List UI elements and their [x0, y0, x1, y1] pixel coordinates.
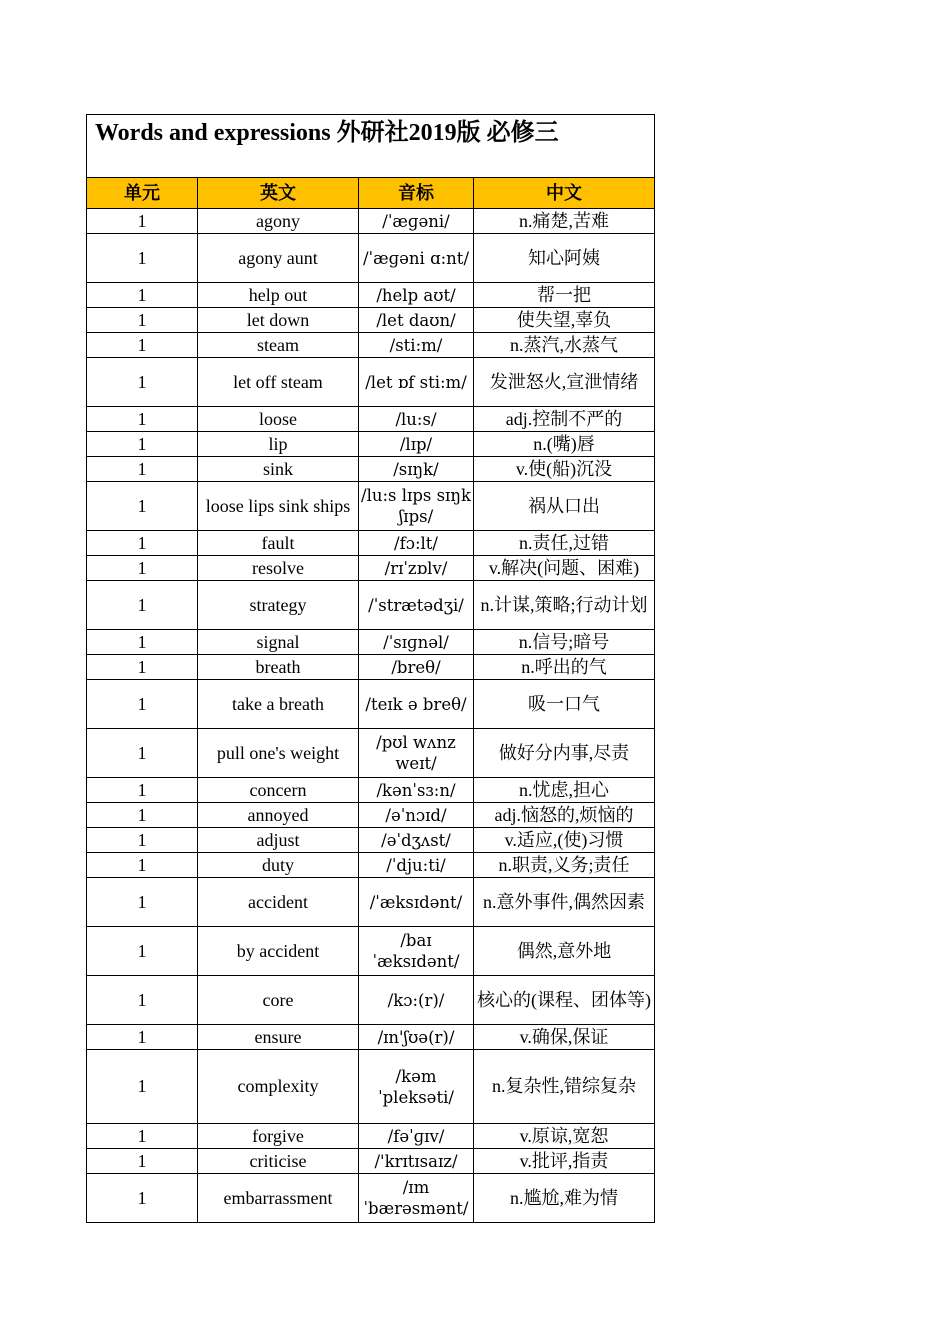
cell-unit: 1	[87, 432, 198, 457]
table-row	[87, 283, 655, 308]
cell-unit: 1	[87, 358, 198, 407]
cell-unit: 1	[87, 1149, 198, 1174]
cell-chinese: n.计谋,策略;行动计划	[474, 581, 655, 630]
table-row	[87, 581, 655, 630]
cell-chinese: 吸一口气	[474, 680, 655, 729]
cell-english: adjust	[198, 828, 359, 853]
table-row	[87, 976, 655, 1025]
table-row	[87, 655, 655, 680]
table-row	[87, 358, 655, 407]
cell-unit: 1	[87, 828, 198, 853]
table-row	[87, 234, 655, 283]
table-row	[87, 308, 655, 333]
cell-unit: 1	[87, 482, 198, 531]
header-row	[87, 178, 655, 209]
cell-unit: 1	[87, 333, 198, 358]
cell-chinese: 帮一把	[474, 283, 655, 308]
table-row	[87, 432, 655, 457]
cell-chinese: n.尴尬,难为情	[474, 1174, 655, 1223]
cell-chinese: n.职责,义务;责任	[474, 853, 655, 878]
cell-english: lip	[198, 432, 359, 457]
cell-chinese: v.使(船)沉没	[474, 457, 655, 482]
cell-phonetic: /kənˈsɜ:n/	[359, 778, 474, 803]
table-row	[87, 209, 655, 234]
vocabulary-table	[86, 114, 655, 1223]
table-body	[87, 209, 655, 1223]
cell-chinese: n.蒸汽,水蒸气	[474, 333, 655, 358]
cell-unit: 1	[87, 803, 198, 828]
cell-unit: 1	[87, 407, 198, 432]
sheet-title: Words and expressions 外研社2019版 必修三	[87, 115, 655, 178]
cell-english: concern	[198, 778, 359, 803]
cell-chinese: 核心的(课程、团体等)	[474, 976, 655, 1025]
cell-english: loose	[198, 407, 359, 432]
cell-phonetic: /ɪn'ʃʊə(r)/	[359, 1025, 474, 1050]
cell-chinese: n.呼出的气	[474, 655, 655, 680]
cell-chinese: n.复杂性,错综复杂	[474, 1050, 655, 1124]
table-row	[87, 878, 655, 927]
cell-unit: 1	[87, 457, 198, 482]
cell-phonetic: /kəmˈpleksəti/	[359, 1050, 474, 1124]
cell-english: loose lips sink ships	[198, 482, 359, 531]
cell-english: resolve	[198, 556, 359, 581]
cell-phonetic: /ˈæɡəni/	[359, 209, 474, 234]
table-row	[87, 457, 655, 482]
cell-unit: 1	[87, 581, 198, 630]
cell-english: let down	[198, 308, 359, 333]
cell-phonetic: /ˈæksɪdənt/	[359, 878, 474, 927]
cell-english: breath	[198, 655, 359, 680]
table-row	[87, 1050, 655, 1124]
cell-phonetic: /əˈdʒʌst/	[359, 828, 474, 853]
cell-phonetic: /əˈnɔɪd/	[359, 803, 474, 828]
table-row	[87, 803, 655, 828]
cell-english: take a breath	[198, 680, 359, 729]
table-row	[87, 531, 655, 556]
cell-unit: 1	[87, 1124, 198, 1149]
cell-chinese: n.责任,过错	[474, 531, 655, 556]
table-row	[87, 778, 655, 803]
cell-english: embarrassment	[198, 1174, 359, 1223]
cell-english: sink	[198, 457, 359, 482]
cell-chinese: 偶然,意外地	[474, 927, 655, 976]
table-row	[87, 828, 655, 853]
cell-phonetic: /sɪŋk/	[359, 457, 474, 482]
table-row	[87, 927, 655, 976]
table-row	[87, 1025, 655, 1050]
cell-chinese: 发泄怒火,宣泄情绪	[474, 358, 655, 407]
cell-english: fault	[198, 531, 359, 556]
cell-phonetic: /sti:m/	[359, 333, 474, 358]
cell-unit: 1	[87, 1174, 198, 1223]
cell-unit: 1	[87, 729, 198, 778]
header-english: 英文	[198, 178, 359, 209]
cell-unit: 1	[87, 308, 198, 333]
cell-phonetic: /'krɪtɪsaɪz/	[359, 1149, 474, 1174]
cell-english: ensure	[198, 1025, 359, 1050]
cell-phonetic: /kɔ:(r)/	[359, 976, 474, 1025]
cell-phonetic: /ˈæɡəni ɑ:nt/	[359, 234, 474, 283]
cell-chinese: v.批评,指责	[474, 1149, 655, 1174]
cell-unit: 1	[87, 1025, 198, 1050]
cell-unit: 1	[87, 556, 198, 581]
header-phonetic: 音标	[359, 178, 474, 209]
cell-phonetic: /lɪp/	[359, 432, 474, 457]
cell-chinese: v.原谅,宽恕	[474, 1124, 655, 1149]
cell-chinese: v.解决(问题、困难)	[474, 556, 655, 581]
cell-english: steam	[198, 333, 359, 358]
cell-english: forgive	[198, 1124, 359, 1149]
cell-chinese: n.意外事件,偶然因素	[474, 878, 655, 927]
cell-chinese: v.适应,(使)习惯	[474, 828, 655, 853]
cell-english: complexity	[198, 1050, 359, 1124]
cell-phonetic: /fəˈɡɪv/	[359, 1124, 474, 1149]
cell-english: help out	[198, 283, 359, 308]
cell-chinese: n.信号;暗号	[474, 630, 655, 655]
cell-chinese: adj.控制不严的	[474, 407, 655, 432]
cell-english: let off steam	[198, 358, 359, 407]
cell-unit: 1	[87, 927, 198, 976]
cell-unit: 1	[87, 853, 198, 878]
cell-unit: 1	[87, 680, 198, 729]
cell-chinese: n.(嘴)唇	[474, 432, 655, 457]
cell-chinese: v.确保,保证	[474, 1025, 655, 1050]
cell-unit: 1	[87, 531, 198, 556]
header-unit: 单元	[87, 178, 198, 209]
cell-phonetic: /let daʊn/	[359, 308, 474, 333]
cell-phonetic: /help aʊt/	[359, 283, 474, 308]
cell-phonetic: /let ɒf sti:m/	[359, 358, 474, 407]
cell-english: agony	[198, 209, 359, 234]
cell-chinese: 做好分内事,尽责	[474, 729, 655, 778]
cell-english: duty	[198, 853, 359, 878]
table-row	[87, 482, 655, 531]
cell-chinese: n.忧虑,担心	[474, 778, 655, 803]
cell-english: core	[198, 976, 359, 1025]
cell-chinese: n.痛楚,苦难	[474, 209, 655, 234]
cell-unit: 1	[87, 655, 198, 680]
cell-phonetic: /ˈstrætədʒi/	[359, 581, 474, 630]
table-row	[87, 1174, 655, 1223]
table-row	[87, 1124, 655, 1149]
cell-phonetic: /breθ/	[359, 655, 474, 680]
table-row	[87, 680, 655, 729]
cell-phonetic: /lu:s lɪps sɪŋk ʃɪps/	[359, 482, 474, 531]
cell-phonetic: /ˈdju:ti/	[359, 853, 474, 878]
cell-phonetic: /teɪk ə breθ/	[359, 680, 474, 729]
cell-unit: 1	[87, 234, 198, 283]
cell-unit: 1	[87, 976, 198, 1025]
cell-english: criticise	[198, 1149, 359, 1174]
cell-chinese: 知心阿姨	[474, 234, 655, 283]
table-row	[87, 333, 655, 358]
cell-english: signal	[198, 630, 359, 655]
table-row	[87, 729, 655, 778]
cell-unit: 1	[87, 778, 198, 803]
cell-chinese: adj.恼怒的,烦恼的	[474, 803, 655, 828]
cell-chinese: 祸从口出	[474, 482, 655, 531]
title-row	[87, 115, 655, 178]
header-chinese: 中文	[474, 178, 655, 209]
cell-phonetic: /lu:s/	[359, 407, 474, 432]
cell-chinese: 使失望,辜负	[474, 308, 655, 333]
cell-unit: 1	[87, 283, 198, 308]
cell-unit: 1	[87, 878, 198, 927]
cell-unit: 1	[87, 209, 198, 234]
cell-unit: 1	[87, 630, 198, 655]
cell-phonetic: /rɪˈzɒlv/	[359, 556, 474, 581]
table-row	[87, 1149, 655, 1174]
table-row	[87, 407, 655, 432]
cell-phonetic: /ɪmˈbærəsmənt/	[359, 1174, 474, 1223]
cell-english: strategy	[198, 581, 359, 630]
table-row	[87, 853, 655, 878]
cell-english: agony aunt	[198, 234, 359, 283]
cell-english: pull one's weight	[198, 729, 359, 778]
cell-phonetic: /baɪ ˈæksɪdənt/	[359, 927, 474, 976]
cell-english: accident	[198, 878, 359, 927]
cell-english: annoyed	[198, 803, 359, 828]
table-row	[87, 556, 655, 581]
cell-phonetic: /fɔ:lt/	[359, 531, 474, 556]
cell-phonetic: /ˈsɪɡnəl/	[359, 630, 474, 655]
cell-english: by accident	[198, 927, 359, 976]
table-row	[87, 630, 655, 655]
cell-phonetic: /pʊl wʌnz weɪt/	[359, 729, 474, 778]
cell-unit: 1	[87, 1050, 198, 1124]
